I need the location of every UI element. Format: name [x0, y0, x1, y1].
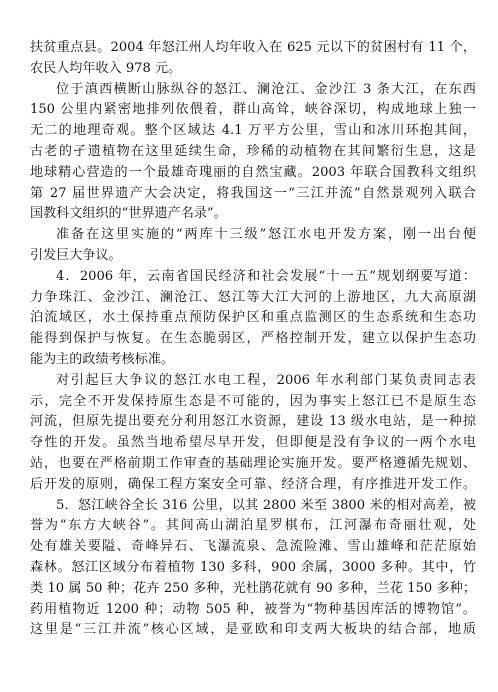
text-line: 药用植物近 1200 种；动物 505 种，被誉为“物种基因库活的博物馆”。 [30, 601, 476, 617]
text-line: 站，也要在严格前期工作审查的基础理论实施开发。要严格遵循先规划、 [30, 455, 476, 471]
text-line: 150 公里内紧密地排列依偎着，群山高耸，峡谷深切，构成地球上独一 [30, 102, 476, 118]
text-line: 无二的地理奇观。整个区域达 4.1 万平方公里，雪山和冰川环抱其间， [30, 123, 476, 139]
text-line: 位于滇西横断山脉纵谷的怒江、澜沧江、金沙江 3 条大江，在东西 [56, 81, 476, 97]
text-line: 国教科文组织的“世界遗产名录”。 [30, 206, 227, 222]
text-line: 4．2006 年，云南省国民经济和社会发展“十一五”规划纲要写道： [56, 268, 476, 284]
text-line: 这里是“三江并流”核心区域，是亚欧和印支两大板块的结合部，地质 [30, 622, 476, 638]
text-line: 引发巨大争议。 [30, 247, 122, 263]
text-line: 泊流域区，水土保持重点预防保护区和重点监测区的生态系统和生态功 [30, 310, 476, 326]
text-line: 5．怒江峡谷全长 316 公里，以其 2800 米至 3800 米的相对高差，被 [56, 497, 476, 513]
text-line: 力争珠江、金沙江、澜沧江、怒江等大江大河的上游地区，九大高原湖 [30, 289, 476, 305]
text-line: 地球精心营造的一个最雄奇瑰丽的自然宝藏。2003 年联合国教科文组织 [30, 164, 476, 180]
text-line: 类 10 属 50 种；花卉 250 多种，光杜鹃花就有 90 多种，兰花 150 多种； [30, 580, 476, 596]
text-line: 森林。怒江区域分布着植物 130 多科，900 余属，3000 多种。其中，竹 [30, 559, 476, 575]
text-line: 誉为“东方大峡谷”。其间高山湖泊星罗棋布，江河瀑布奇丽壮观，处 [30, 518, 476, 534]
body-text [30, 38, 476, 641]
text-line: 后开发的原则，确保工程方案安全可靠、经济合理，有序推进开发工作。 [30, 476, 476, 492]
text-line: 扶贫重点县。2004 年怒江州人均年收入在 625 元以下的贫困村有 11 个， [30, 40, 476, 55]
text-line: 能得到保护与恢复。在生态脆弱区，严格控制开发，建立以保护生态功 [30, 331, 476, 347]
text-line: 农民人均年收入 978 元。 [30, 60, 182, 76]
text-line: 示，完全不开发保持原生态是不可能的，因为事实上怒江已不是原生态 [30, 393, 476, 409]
text-line: 处有雄关要隘、奇峰异石、飞瀑流泉、急流险滩、雪山雄峰和茫茫原始 [30, 539, 476, 555]
text-line: 河流，但原先提出要充分利用怒江水资源，建设 13 级水电站，是一种掠 [30, 414, 476, 430]
text-line: 第 27 届世界遗产大会决定，将我国这一“三江并流”自然景观列入联合 [30, 185, 476, 201]
text-line: 夺性的开发。虽然当地希望尽早开发，但即便是没有争议的一两个水电 [30, 435, 476, 451]
text-line: 对引起巨大争议的怒江水电工程，2006 年水利部门某负责同志表 [56, 372, 476, 388]
text-line: 能为主的政绩考核标准。 [30, 351, 175, 367]
text-line: 古老的孑遗植物在这里延续生命，珍稀的动植物在其间繁衍生息，这是 [30, 143, 476, 159]
text-line: 准备在这里实施的“两库十三级”怒江水电开发方案，刚一出台便 [56, 227, 476, 243]
